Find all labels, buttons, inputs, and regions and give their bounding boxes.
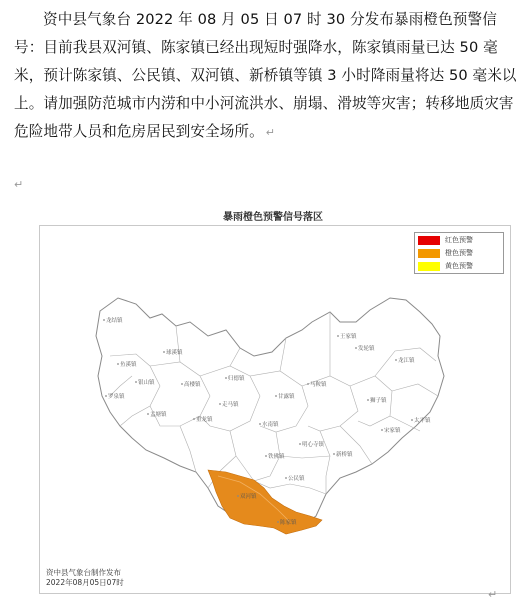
town-label: 重龙镇 (196, 417, 213, 423)
town-label: 鱼溪镇 (120, 362, 137, 368)
town-label: 银山镇 (138, 380, 155, 386)
warning-bulletin-text (14, 6, 520, 147)
town-label: 狮子镇 (370, 398, 387, 404)
town-label: 宋家镇 (384, 428, 401, 434)
town-label: 太平镇 (414, 418, 431, 424)
legend-item-red (418, 234, 503, 246)
town-label: 孟塘镇 (150, 412, 167, 418)
town-label: 新桥镇 (336, 452, 353, 458)
legend-item-orange (418, 247, 503, 259)
town-label: 铁佛镇 (268, 454, 285, 460)
map-title: 暴雨橙色预警信号落区 (223, 212, 323, 223)
legend-swatch-red (418, 236, 440, 245)
town-label: 陈家镇 (280, 520, 297, 526)
town-label: 归德镇 (228, 376, 245, 382)
legend-swatch-orange (418, 249, 440, 258)
paragraph-mark-icon: ↵ (14, 178, 24, 191)
map-credit (46, 568, 124, 588)
town-label: 明心寺镇 (302, 442, 325, 448)
town-label: 发轮镇 (358, 346, 375, 352)
map-legend (414, 232, 504, 274)
town-label: 高楼镇 (184, 382, 201, 388)
paragraph-mark-icon: ↵ (265, 126, 276, 139)
county-map (40, 226, 510, 593)
legend-label: 红色预警 (445, 236, 473, 244)
town-label: 王家镇 (340, 334, 357, 340)
town-label: 水南镇 (262, 422, 279, 428)
town-label: 球溪镇 (166, 350, 183, 356)
paragraph-mark-icon: ↵ (488, 588, 498, 601)
legend-item-yellow (418, 260, 503, 272)
town-label: 龙江镇 (398, 358, 415, 364)
legend-swatch-yellow (418, 262, 440, 271)
town-label: 走马镇 (222, 402, 239, 408)
town-label: 龙结镇 (106, 318, 123, 324)
legend-label: 橙色预警 (445, 249, 473, 257)
town-label: 公民镇 (288, 476, 305, 482)
legend-label: 黄色预警 (445, 262, 473, 270)
town-label: 甘露镇 (278, 394, 295, 400)
bulletin-body: 资中县气象台 2022 年 08 月 05 日 07 时 30 分发布暴雨橙色预警信号：目前我县双河镇、陈家镇已经出现短时强降水，陈家镇雨量已达 50 毫米，预计陈家镇、公民镇、双河镇、新桥镇等镇 3 小时降雨量将达 50 毫米以上。请加强防范城市内涝和中小河流洪水、崩塌、滑坡等灾害；转移地质灾害危险地带人员和危房居民到安全场所。 (14, 11, 517, 140)
credit-time: 2022年08月05日07时 (46, 578, 124, 587)
town-label: 罗泉镇 (108, 394, 125, 400)
warning-map-figure (39, 225, 511, 594)
town-label: 马鞍镇 (310, 382, 327, 388)
town-label: 双河镇 (240, 494, 257, 500)
credit-issuer: 资中县气象台制作发布 (46, 568, 121, 577)
